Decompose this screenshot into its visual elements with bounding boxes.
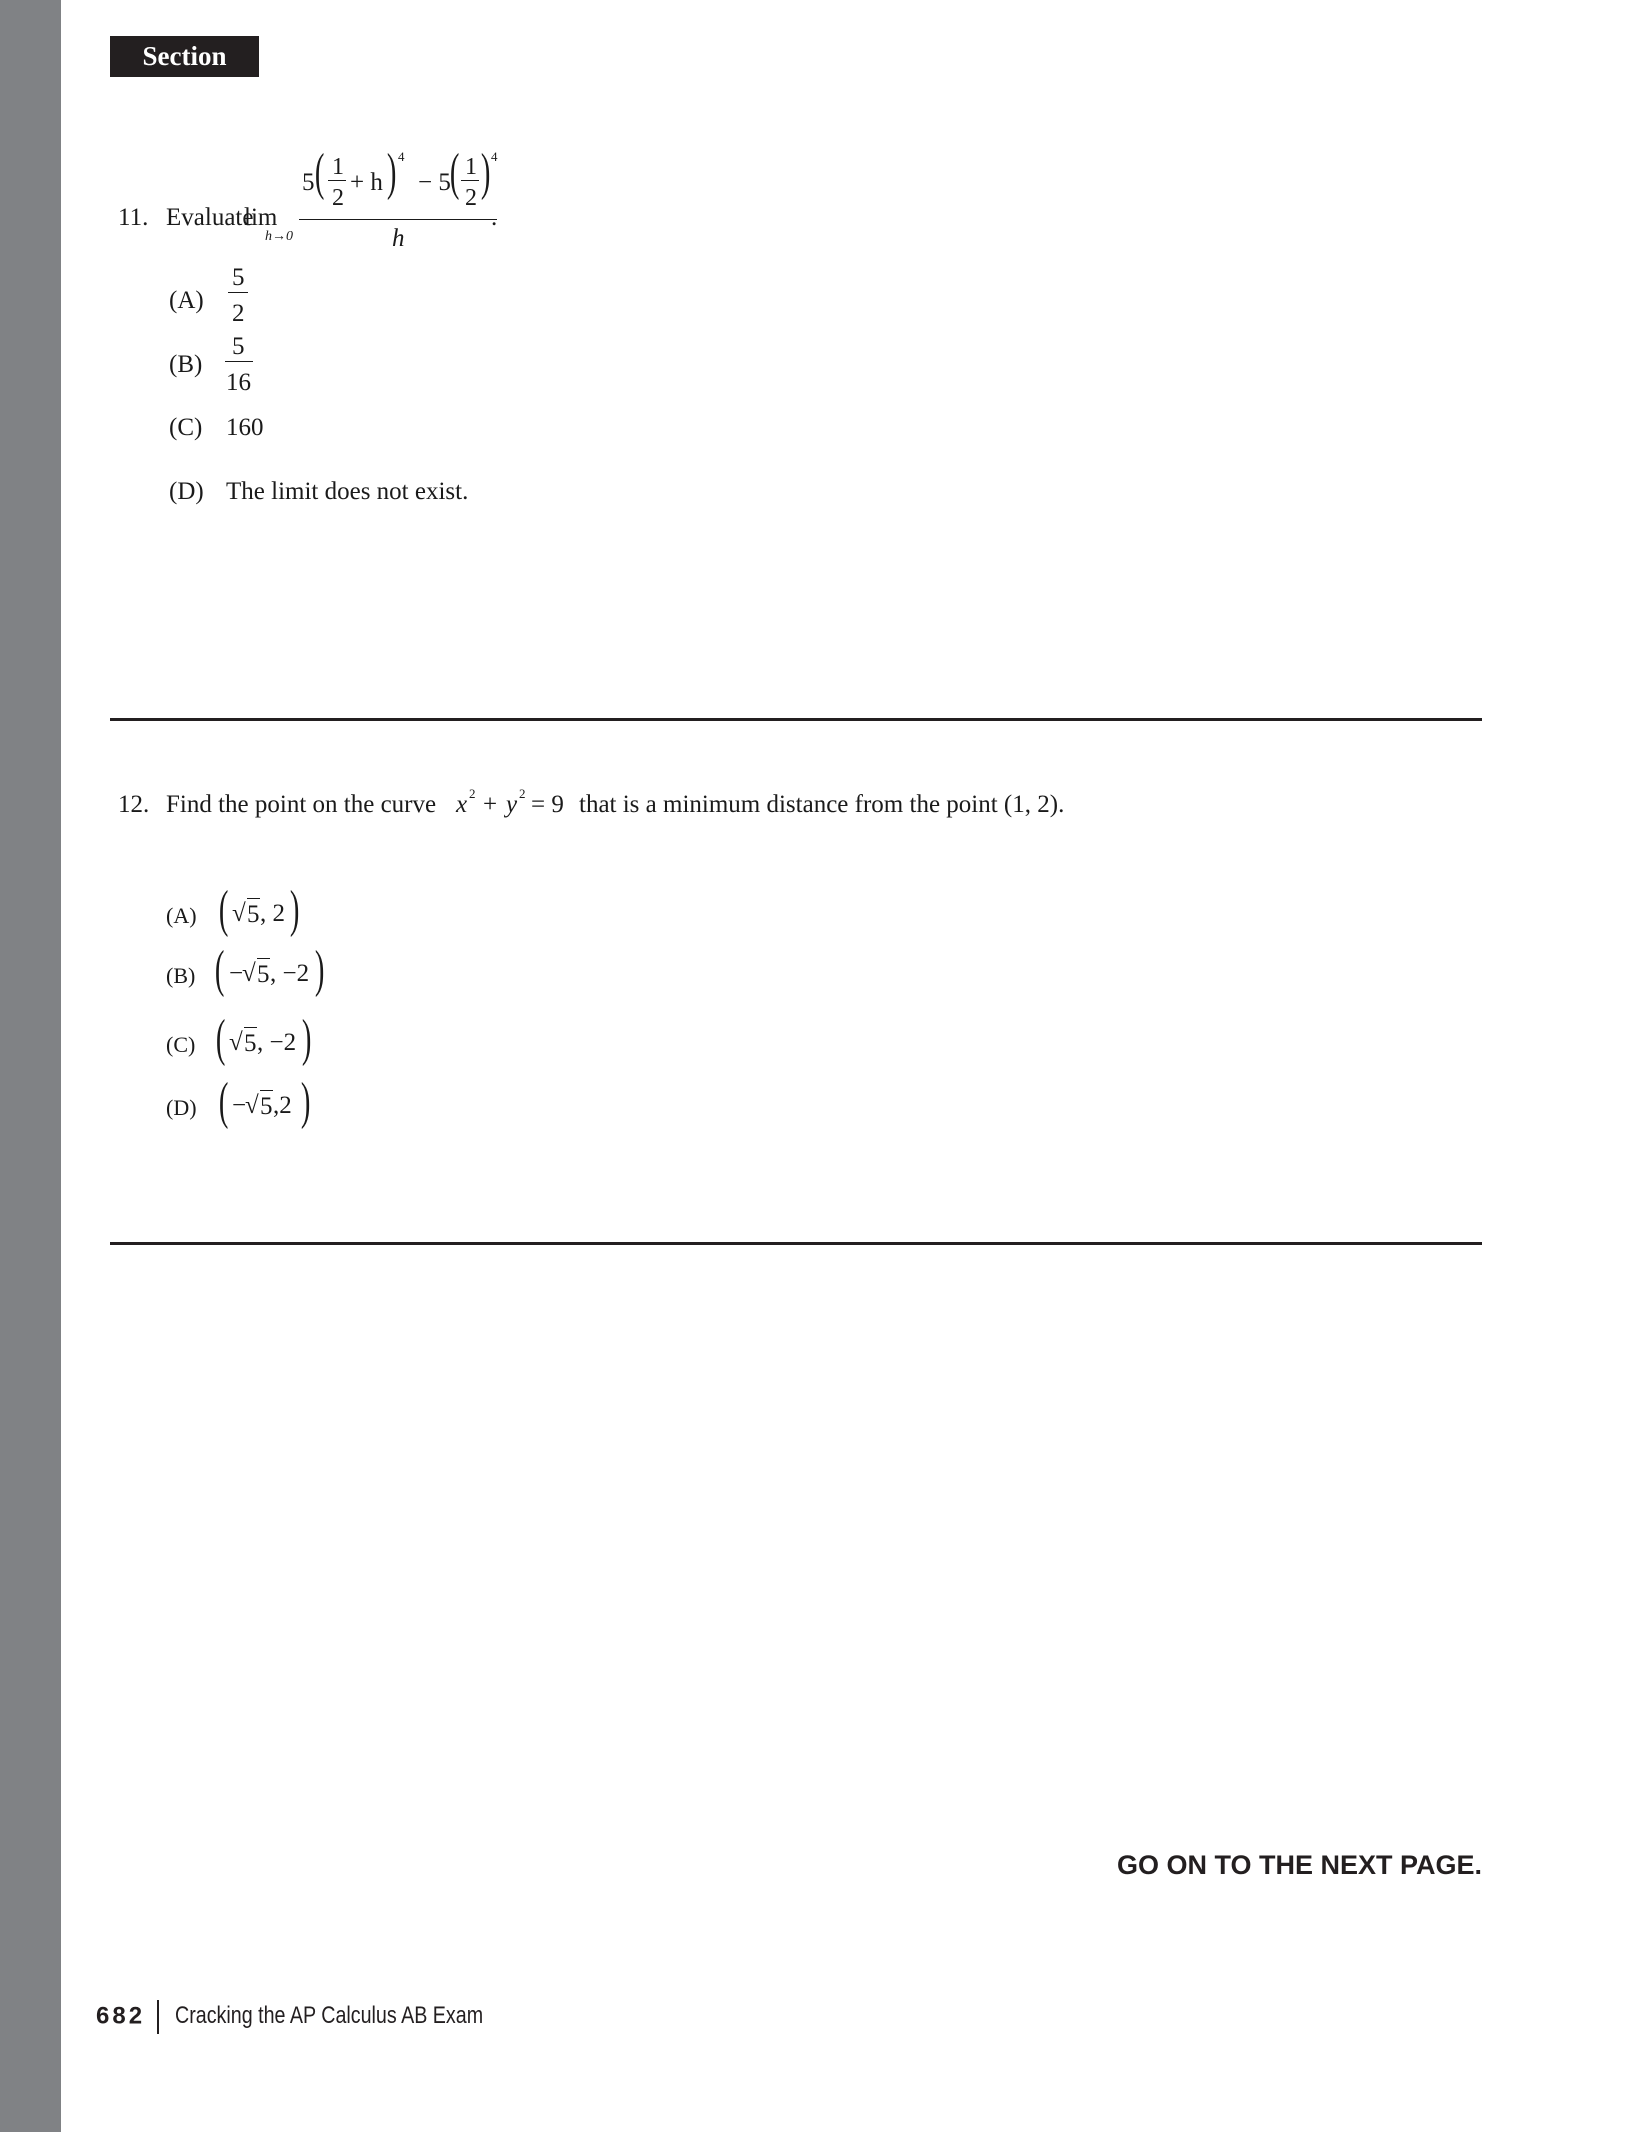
equation-exponent: 2 xyxy=(469,786,476,801)
choice-d-label: (D) xyxy=(166,1095,197,1120)
exponent: 4 xyxy=(491,149,498,164)
plus-h: + h xyxy=(350,169,383,196)
equation-y: y xyxy=(506,791,518,818)
radical-sign: √ xyxy=(229,1029,243,1056)
choice-a-label: (A) xyxy=(166,903,197,928)
right-paren: ) xyxy=(301,1010,312,1067)
choice-b-label: (B) xyxy=(169,351,203,378)
limit-subscript: h→0 xyxy=(265,229,293,244)
question-number: 12. xyxy=(118,791,150,818)
right-paren: ) xyxy=(386,144,397,201)
left-paren: ( xyxy=(214,941,225,998)
right-paren: ) xyxy=(480,144,491,201)
page-number: 682 xyxy=(96,2002,146,2030)
choice-c-label: (C) xyxy=(169,414,203,441)
equation-exponent: 2 xyxy=(519,786,526,801)
choice-c-radicand: 5 xyxy=(244,1027,257,1056)
choice-a-radicand: 5 xyxy=(247,898,260,927)
choice-c-suffix: , −2 xyxy=(257,1029,297,1056)
choice-a-fraction-bar xyxy=(228,292,248,293)
choice-d-value: The limit does not exist. xyxy=(226,478,469,505)
equation-x: x xyxy=(456,791,468,818)
choice-b-label: (B) xyxy=(166,963,196,988)
choice-a-numerator: 5 xyxy=(232,264,245,291)
minus-coefficient: − 5 xyxy=(418,169,451,196)
left-paren: ( xyxy=(314,144,325,201)
equation-rest: = 9 xyxy=(531,791,564,818)
question-text-before: Find the point on the curve xyxy=(166,791,437,818)
radical-sign: √ xyxy=(232,900,246,927)
next-page-notice: GO ON TO THE NEXT PAGE. xyxy=(1116,1850,1482,1880)
left-paren: ( xyxy=(218,881,229,938)
right-paren: ) xyxy=(300,1073,311,1130)
denominator: h xyxy=(392,225,405,252)
choice-a-suffix: , 2 xyxy=(260,900,285,927)
equation-plus: + xyxy=(483,791,498,818)
choice-b-denominator: 16 xyxy=(226,369,251,396)
choice-a-label: (A) xyxy=(169,287,204,314)
half-denominator: 2 xyxy=(332,185,344,211)
half-numerator: 1 xyxy=(465,154,477,180)
choice-b-numerator: 5 xyxy=(232,333,245,360)
choice-d-label: (D) xyxy=(169,478,204,505)
exponent: 4 xyxy=(398,149,405,164)
left-paren: ( xyxy=(449,144,460,201)
numerator-coefficient: 5 xyxy=(302,169,315,196)
half-fraction-bar xyxy=(461,180,479,181)
choice-b-prefix: − xyxy=(229,960,244,987)
right-paren: ) xyxy=(314,941,325,998)
choice-a-denominator: 2 xyxy=(232,300,245,327)
left-paren: ( xyxy=(215,1010,226,1067)
left-paren: ( xyxy=(218,1073,229,1130)
half-denominator: 2 xyxy=(465,185,477,211)
limit-operator: lim xyxy=(244,204,278,231)
question-text-after: that is a minimum distance from the point (1, 2). xyxy=(579,791,1065,818)
main-fraction-bar xyxy=(299,219,497,220)
period: . xyxy=(491,204,498,231)
radical-sign: √ xyxy=(242,960,256,987)
divider-rule xyxy=(110,718,1482,721)
half-numerator: 1 xyxy=(332,154,344,180)
side-margin-bar xyxy=(0,0,61,2132)
page-footer xyxy=(96,2000,551,2034)
radical-sign: √ xyxy=(245,1092,259,1119)
choice-b-suffix: , −2 xyxy=(270,960,310,987)
book-title: Cracking the AP Calculus AB Exam xyxy=(175,2002,484,2030)
choice-b-fraction-bar xyxy=(225,361,253,362)
choice-d-suffix: ,2 xyxy=(273,1092,292,1119)
choice-b-radicand: 5 xyxy=(257,958,270,987)
section-tab: Section I xyxy=(110,36,259,77)
divider-rule xyxy=(110,1242,1482,1245)
right-paren: ) xyxy=(289,881,300,938)
choice-c-value: 160 xyxy=(226,414,264,441)
half-fraction-bar xyxy=(328,180,346,181)
choice-d-radicand: 5 xyxy=(260,1090,273,1119)
choice-c-label: (C) xyxy=(166,1032,196,1057)
footer-separator xyxy=(157,2000,159,2034)
choice-d-prefix: − xyxy=(232,1092,247,1119)
question-number: 11. xyxy=(118,204,149,231)
question-prompt: Evaluate xyxy=(166,204,254,231)
